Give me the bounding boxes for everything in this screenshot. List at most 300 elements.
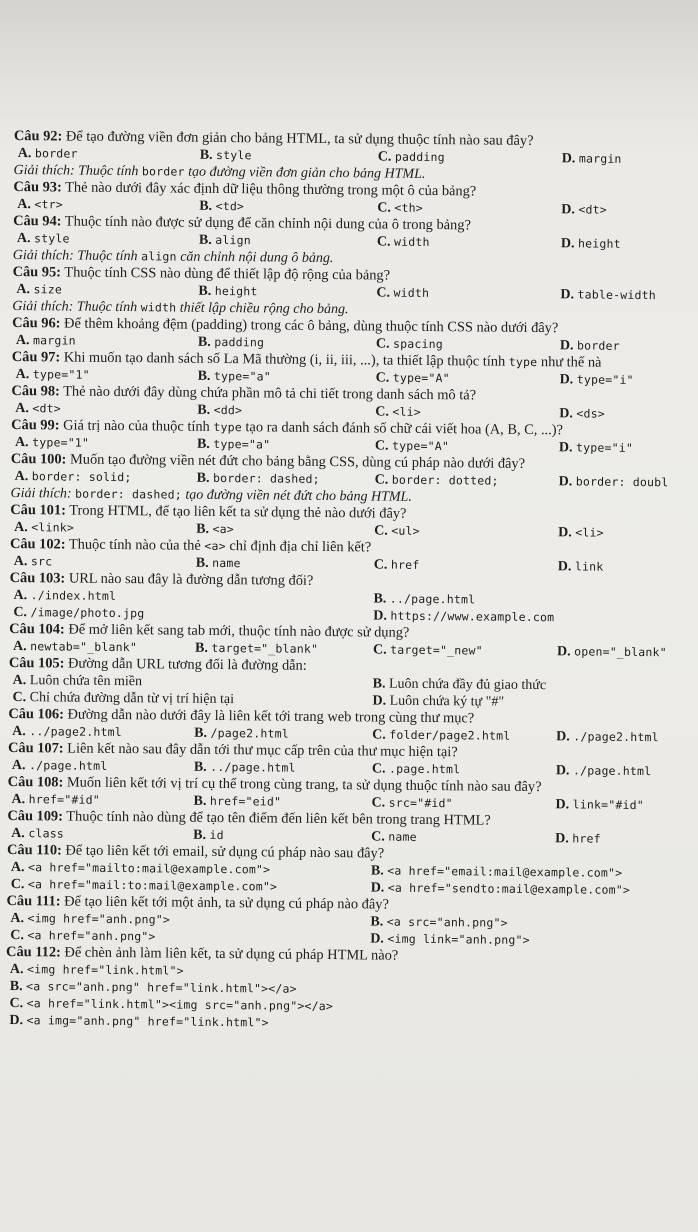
question-item <box>7 842 691 900</box>
explanation-text: căn chỉnh nội dung ô bảng. <box>176 249 334 267</box>
option-letter: C. <box>9 995 24 1012</box>
option-letter: A. <box>11 826 25 842</box>
option-text: align <box>215 232 251 248</box>
inline-code: type <box>213 419 242 435</box>
option-text: type="a" <box>213 368 272 384</box>
option-c <box>376 284 429 302</box>
question-item <box>5 944 690 1036</box>
option-text: link="#id" <box>572 797 644 813</box>
option-text: style <box>34 231 70 246</box>
question-text: Khi muốn tạo danh sách số La Mã thường (i, ii, iii, ...), ta thiết lập thuộc tính <box>60 349 509 370</box>
option-letter: A. <box>14 435 29 451</box>
option-c <box>376 369 450 387</box>
option-text: class <box>28 826 65 841</box>
option-d <box>558 524 604 541</box>
option-letter: A. <box>10 911 25 927</box>
option-a <box>17 196 63 213</box>
option-d <box>371 879 630 898</box>
option-c <box>12 689 234 708</box>
option-text: <dt> <box>578 202 607 217</box>
option-text: <img href="anh.png"> <box>27 911 171 927</box>
option-letter: B. <box>373 591 387 607</box>
question-number: Câu 93: <box>13 178 62 196</box>
option-text: newtab="_blank" <box>30 639 138 655</box>
option-text: height <box>577 236 621 251</box>
option-letter: B. <box>194 725 208 741</box>
option-letter: B. <box>370 863 384 879</box>
option-c <box>377 233 430 251</box>
question-item <box>10 502 694 543</box>
question-text: Liên kết nào sau đây dẫn tới thư mục cấp trên của thư mục hiện tại? <box>63 740 458 761</box>
option-c <box>371 828 417 845</box>
option-b <box>197 402 242 419</box>
option-letter: A. <box>16 282 31 298</box>
option-letter: C. <box>372 642 387 658</box>
option-letter: D. <box>555 797 570 813</box>
option-text: ./page.html <box>28 758 108 773</box>
option-text: <a href="email:mail@example.com"> <box>387 863 623 880</box>
option-text: <a src="anh.png"> <box>386 914 508 930</box>
option-text: target="_new" <box>390 642 483 658</box>
question-item <box>10 451 694 509</box>
option-text: type="1" <box>32 435 90 450</box>
option-letter: C. <box>376 285 391 301</box>
option-text: size <box>33 282 63 297</box>
question-number: Câu 95: <box>12 263 62 281</box>
option-letter: D. <box>370 931 384 947</box>
question-number: Câu 100: <box>10 450 67 468</box>
option-letter: B. <box>372 676 386 692</box>
option-text: href="eid" <box>209 793 282 809</box>
option-letter: C. <box>375 336 390 352</box>
option-text: link <box>574 559 604 574</box>
explanation-text: tạo đường viền nét đứt cho bảng HTML. <box>181 487 412 505</box>
option-d <box>370 930 530 949</box>
explanation-text: Giải thích: Thuộc tính <box>12 247 142 265</box>
option-letter: D. <box>370 880 385 896</box>
option-c <box>376 335 443 353</box>
explanation-text: Giải thích: <box>10 485 76 502</box>
question-text: Thuộc tính nào của thẻ <box>65 536 205 554</box>
option-text: ./page2.html <box>573 729 659 745</box>
option-letter: B. <box>197 368 211 384</box>
option-c <box>11 876 278 896</box>
question-number: Câu 94: <box>13 212 62 230</box>
question-number: Câu 104: <box>9 620 65 638</box>
option-d <box>560 286 656 304</box>
option-text: <img href="link.html"> <box>26 962 184 978</box>
option-text: height <box>214 283 258 299</box>
option-d <box>562 150 622 168</box>
option-text: <ul> <box>391 523 420 538</box>
explanation-code: border: dashed; <box>74 486 182 502</box>
option-text: <th> <box>394 200 423 215</box>
option-b <box>196 521 234 538</box>
question-number: Câu 105: <box>8 654 65 672</box>
explanation-text: tạo đường viền đơn giản cho bảng HTML. <box>184 164 426 182</box>
option-text: href <box>572 831 601 846</box>
question-number: Câu 111: <box>6 892 61 910</box>
question-text: Muốn tạo đường viền nét đứt cho bảng bằng CSS, dùng cú pháp nào dưới đây? <box>66 451 526 472</box>
question-text-cont: chỉ định địa chỉ liên kết? <box>225 538 372 556</box>
option-text: name <box>212 555 241 571</box>
option-letter: D. <box>558 440 573 456</box>
question-item <box>8 740 692 781</box>
option-text: border <box>34 146 78 161</box>
option-text: margin <box>33 333 76 348</box>
option-text: https://www.example.com <box>390 608 555 625</box>
option-letter: D. <box>558 525 572 541</box>
option-a <box>12 723 122 741</box>
option-a <box>16 281 62 298</box>
option-letter: D. <box>561 202 575 218</box>
question-number: Câu 107: <box>7 739 64 757</box>
question-number: Câu 96: <box>12 314 61 332</box>
option-a <box>11 825 64 843</box>
option-letter: C. <box>371 795 386 811</box>
option-a <box>14 519 74 537</box>
question-item <box>6 893 690 951</box>
option-text: Luôn chứa đầy đủ giao thức <box>388 676 547 694</box>
option-text: type="A" <box>392 370 450 386</box>
option-letter: D. <box>9 1012 24 1029</box>
option-letter: C. <box>372 727 386 743</box>
option-d <box>373 607 554 626</box>
question-text: Để tạo liên kết tới email, sử dụng cú pháp nào sau đây? <box>61 842 385 862</box>
option-b <box>370 913 508 931</box>
question-text: Thẻ nào dưới đây dùng chứa phần mô tả chi tiết trong danh sách mô tả? <box>59 383 477 404</box>
option-c <box>373 641 483 659</box>
option-text: padding <box>394 149 445 165</box>
explanation-code: width <box>140 300 177 315</box>
question-item <box>7 808 691 849</box>
question-text: Thẻ nào dưới đây xác định dữ liệu thông thường trong một ô của bảng? <box>61 179 477 200</box>
option-letter: D. <box>372 693 387 709</box>
question-text: Trong HTML, để tạo liên kết ta sử dụng thẻ nào dưới đây? <box>65 502 407 522</box>
option-text: style <box>216 147 252 163</box>
option-text: type="i" <box>576 440 634 455</box>
option-c <box>374 556 420 573</box>
option-d <box>556 762 652 780</box>
option-text: .page.html <box>388 761 461 777</box>
question-item <box>10 536 694 577</box>
option-letter: A. <box>9 962 24 978</box>
option-d <box>559 405 605 422</box>
option-letter: D. <box>556 644 571 660</box>
explanation-text: Giải thích: Thuộc tính <box>13 162 142 180</box>
option-letter: D. <box>556 729 570 745</box>
option-text: type="A" <box>392 438 450 454</box>
option-letter: C. <box>374 438 389 454</box>
option-d <box>560 337 620 355</box>
option-text: <a href="mailto:mail@example.com"> <box>27 860 271 877</box>
question-item <box>9 570 693 628</box>
option-b <box>197 470 320 488</box>
question-item <box>12 315 696 356</box>
option-text: href <box>390 557 420 572</box>
option-letter: A. <box>13 554 28 570</box>
option-letter: C. <box>377 149 392 165</box>
question-number: Câu 101: <box>10 501 66 519</box>
option-letter: B. <box>197 402 211 418</box>
option-letter: D. <box>373 608 388 624</box>
option-b <box>194 759 296 777</box>
option-b <box>196 555 241 572</box>
question-text: Để tạo đường viền đơn giản cho bảng HTML, ta sử dụng thuộc tính nào sau đây? <box>62 128 534 149</box>
option-a <box>17 230 70 248</box>
option-letter: D. <box>560 236 575 252</box>
option-text: margin <box>578 151 622 166</box>
option-letter: C. <box>377 200 391 216</box>
explanation-text: thiết lập chiều rộng cho bảng. <box>176 300 349 318</box>
question-text: Thuộc tính nào được sử dụng để căn chỉnh nội dung của ô trong bảng? <box>61 213 471 234</box>
question-text: URL nào sau đây là đường dẫn tương đối? <box>65 570 314 589</box>
question-item <box>11 383 695 424</box>
option-d <box>556 728 659 746</box>
option-d <box>557 643 667 661</box>
option-b <box>193 827 224 844</box>
option-text: src <box>30 554 53 569</box>
option-letter: A. <box>15 333 30 349</box>
option-letter: D. <box>557 559 572 575</box>
option-b <box>198 334 264 352</box>
option-a <box>14 553 53 570</box>
option-text: <li> <box>392 404 421 419</box>
option-letter: C. <box>10 928 24 944</box>
option-letter: B. <box>196 436 210 452</box>
option-text: open="_blank" <box>574 644 667 660</box>
option-a <box>13 587 116 605</box>
question-number: Câu 109: <box>7 807 64 825</box>
question-text: Để mở liên kết sang tab mới, thuộc tính nào được sử dụng? <box>64 621 410 641</box>
option-text: /page2.html <box>210 725 289 741</box>
option-b <box>197 436 271 454</box>
question-text: Giá trị nào của thuộc tính <box>59 417 214 435</box>
option-text: type="i" <box>576 372 634 387</box>
option-d <box>559 439 633 457</box>
question-text: Thuộc tính nào dùng để tạo tên điểm đến liên kết bên trong trang HTML? <box>62 808 491 829</box>
option-letter: A. <box>12 673 27 689</box>
question-number: Câu 102: <box>9 535 66 553</box>
option-letter: A. <box>11 758 26 774</box>
option-text: folder/page2.html <box>389 727 511 743</box>
question-item <box>11 417 695 458</box>
option-letter: D. <box>560 287 575 303</box>
option-letter: B. <box>198 232 212 248</box>
option-letter: D. <box>555 763 570 779</box>
question-item <box>7 774 691 815</box>
option-c <box>375 471 499 489</box>
option-b <box>193 793 281 811</box>
option-a <box>13 672 142 690</box>
option-letter: B. <box>199 198 213 214</box>
option-letter: C. <box>10 877 25 893</box>
option-letter: A. <box>11 792 26 808</box>
option-letter: A. <box>12 724 26 740</box>
option-letter: A. <box>17 146 32 162</box>
option-letter: B. <box>199 147 213 163</box>
question-number: Câu 99: <box>11 416 60 434</box>
option-a <box>15 400 61 417</box>
option-text: ./index.html <box>30 588 117 604</box>
option-text: <a href="mail:to:mail@example.com"> <box>27 877 278 894</box>
option-text: name <box>388 829 417 844</box>
option-letter: B. <box>193 827 207 843</box>
explanation-code: align <box>141 249 177 264</box>
option-d <box>555 796 644 814</box>
inline-code: <a> <box>204 538 226 554</box>
option-letter: D. <box>561 151 576 167</box>
option-text: <ds> <box>576 406 605 421</box>
option-text: type="a" <box>213 436 271 452</box>
option-c <box>371 794 452 812</box>
question-text: Để thêm khoảng đệm (padding) trong các ô bảng, dùng thuộc tính CSS nào dưới đây? <box>60 315 559 337</box>
question-item <box>14 128 698 186</box>
option-text: border: dotted; <box>391 472 499 488</box>
option-c <box>10 927 156 945</box>
option-d <box>558 558 604 575</box>
explanation-text: Giải thích: Thuộc tính <box>12 298 141 316</box>
question-text-cont: như thế nà <box>537 354 602 371</box>
option-text: ../page.html <box>210 759 296 775</box>
option-a <box>11 791 100 809</box>
option-letter: A. <box>14 520 28 536</box>
question-number: Câu 103: <box>9 569 66 587</box>
option-letter: C. <box>374 523 388 539</box>
option-text: <li> <box>575 525 604 540</box>
option-letter: B. <box>9 978 23 995</box>
option-b <box>198 368 272 386</box>
question-text: Đường dẫn URL tương đối là đường dẫn: <box>64 655 307 674</box>
option-text: <dd> <box>213 402 243 418</box>
option-c <box>13 604 144 622</box>
option-letter: C. <box>373 557 388 573</box>
option-text: type="1" <box>32 367 90 382</box>
option-letter: C. <box>371 761 386 777</box>
explanation-code: border <box>141 164 185 179</box>
option-text: Chỉ chứa đường dẫn từ vị trí hiện tại <box>29 690 235 708</box>
option-letter: A. <box>15 401 30 417</box>
option-b <box>373 675 547 694</box>
option-c <box>374 522 420 539</box>
option-letter: C. <box>13 605 28 621</box>
option-text: <a> <box>212 521 234 537</box>
option-letter: A. <box>10 860 25 876</box>
option-letter: B. <box>195 555 209 571</box>
option-text: border: solid; <box>31 469 132 485</box>
option-letter: B. <box>196 521 210 537</box>
option-letter: B. <box>197 334 211 350</box>
option-c <box>377 199 423 216</box>
option-text: table-width <box>577 287 656 303</box>
option-text: border <box>576 338 620 353</box>
option-letter: C. <box>375 404 389 420</box>
option-letter: C. <box>12 690 27 706</box>
option-text: <a href="link.html"><img src="anh.png"></a> <box>26 996 334 1014</box>
question-text: Muốn liên kết tới vị trí cụ thể trong cùng trang, ta sử dụng thuộc tính nào sau đây? <box>63 774 542 796</box>
option-text: target="_blank" <box>211 640 319 656</box>
option-text: width <box>393 234 430 249</box>
option-text: width <box>393 285 430 300</box>
option-c <box>372 726 510 744</box>
question-number: Câu 97: <box>11 348 61 366</box>
question-number: Câu 106: <box>8 705 65 723</box>
option-letter: D. <box>555 831 569 847</box>
option-b <box>199 198 244 215</box>
question-list <box>5 128 698 1036</box>
option-letter: A. <box>16 231 31 247</box>
option-text: src="#id" <box>388 795 453 811</box>
option-c <box>375 403 421 420</box>
option-text: <tr> <box>34 197 63 212</box>
option-a <box>15 434 89 452</box>
option-text: spacing <box>393 336 444 352</box>
question-item <box>13 213 697 271</box>
question-text: Đường dẫn nào dưới đây là liên kết tới trang web trong cùng thư mục? <box>63 706 475 727</box>
option-letter: A. <box>13 588 28 604</box>
question-item <box>8 655 692 713</box>
option-letter: B. <box>194 640 208 656</box>
option-text: <a href="anh.png"> <box>27 928 156 944</box>
question-item <box>8 706 692 747</box>
option-letter: D. <box>559 406 573 422</box>
option-text: <a img="anh.png" href="link.html"> <box>26 1013 269 1030</box>
option-text: /image/photo.jpg <box>30 605 145 621</box>
option-text: Luôn chứa ký tự "#" <box>389 693 505 710</box>
option-letter: C. <box>375 370 390 386</box>
option-b <box>194 725 289 743</box>
option-a <box>10 910 170 929</box>
option-letter: B. <box>193 759 207 775</box>
option-text: <img link="anh.png"> <box>387 931 530 947</box>
option-letter: B. <box>193 793 207 809</box>
option-text: ../page.html <box>389 591 476 607</box>
option-c <box>375 437 449 455</box>
option-letter: C. <box>374 472 389 488</box>
question-number: Câu 98: <box>11 382 60 400</box>
option-a <box>18 145 78 163</box>
option-text: href="#id" <box>28 792 100 807</box>
option-a <box>16 332 76 350</box>
question-number: Câu 112: <box>6 943 61 961</box>
option-b <box>373 590 475 608</box>
question-number: Câu 92: <box>13 128 63 145</box>
option-text: id <box>209 827 224 843</box>
option-d <box>561 201 607 218</box>
option-letter: B. <box>370 914 384 930</box>
question-text: Để tạo liên kết tới một ảnh, ta sử dụng cú pháp nào đây? <box>60 893 389 913</box>
option-text: <a src="anh.png" href="link.html"></a> <box>26 979 297 996</box>
option-d <box>561 235 621 253</box>
option-text: padding <box>214 334 265 350</box>
option-text: <a href="sendto:mail@example.com"> <box>387 880 631 897</box>
option-b <box>198 283 257 301</box>
question-item <box>13 179 697 220</box>
option-b <box>195 640 318 658</box>
question-text: Thuộc tính CSS nào dùng để thiết lập độ rộng của bảng? <box>60 264 391 284</box>
option-letter: B. <box>196 470 210 486</box>
option-a <box>15 468 132 486</box>
question-item <box>12 349 696 390</box>
option-letter: D. <box>559 338 574 354</box>
question-item <box>12 264 696 322</box>
option-text: <link> <box>31 520 75 535</box>
option-letter: C. <box>376 234 391 250</box>
option-letter: D. <box>559 372 574 388</box>
option-text: border: dashed; <box>212 470 320 486</box>
question-number: Câu 110: <box>6 841 62 859</box>
option-a <box>12 757 108 775</box>
